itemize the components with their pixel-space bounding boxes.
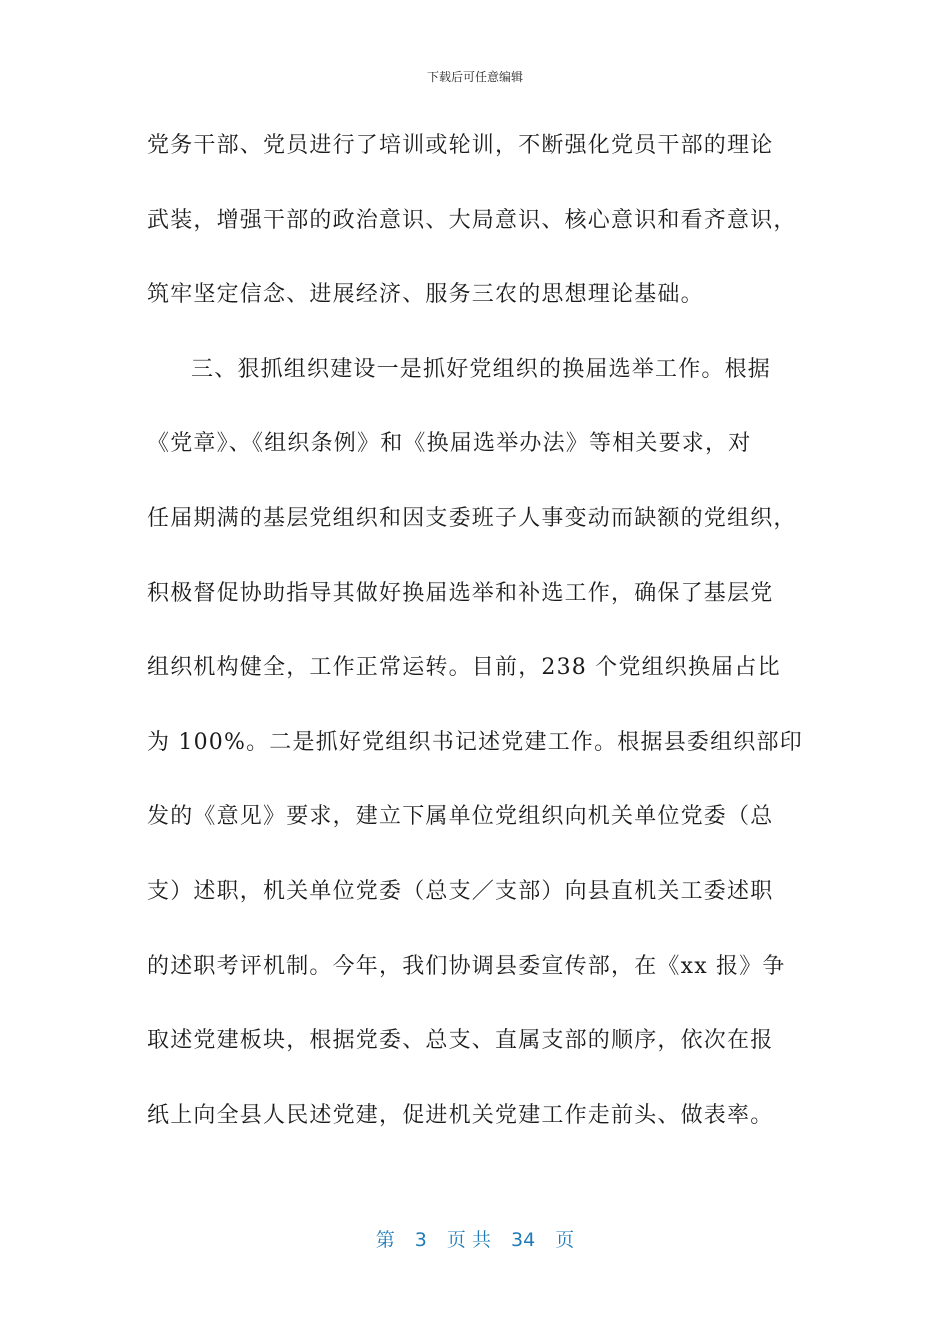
text-line: 为 100%。二是抓好党组织书记述党建工作。根据县委组织部印: [147, 729, 803, 755]
footer-prefix: 第: [375, 1229, 395, 1251]
text-line: 筑牢坚定信念、进展经济、服务三农的思想理论基础。: [147, 282, 704, 308]
text-line: 组织机构健全，工作正常运转。目前，238 个党组织换届占比: [147, 655, 781, 681]
text-line: 纸上向全县人民述党建，促进机关党建工作走前头、做表率。: [147, 1102, 774, 1128]
document-body: [147, 120, 807, 1164]
page-header: 下载后可任意编辑: [426, 70, 523, 84]
text-line: 积极督促协助指导其做好换届选举和补选工作，确保了基层党: [147, 580, 774, 606]
text-line: 取述党建板块，根据党委、总支、直属支部的顺序，依次在报: [147, 1028, 774, 1054]
text-line: 支）述职，机关单位党委（总支／支部）向县直机关工委述职: [147, 878, 774, 904]
text-line: 的述职考评机制。今年，我们协调县委宣传部，在《xx 报》争: [147, 953, 786, 979]
text-line: 《党章》、《组织条例》和《换届选举办法》等相关要求，对: [147, 431, 752, 457]
text-line: 发的《意见》要求，建立下属单位党组织向机关单位党委（总: [147, 804, 774, 830]
text-line: 任届期满的基层党组织和因支委班子人事变动而缺额的党组织，: [147, 505, 797, 531]
total-pages-number: 34: [511, 1229, 536, 1251]
text-line: 党务干部、党员进行了培训或轮训，不断强化党员干部的理论: [147, 133, 774, 158]
page-number-footer: [0, 1225, 950, 1252]
paragraph-start-line: 三、狠抓组织建设一是抓好党组织的换届选举工作。根据: [191, 356, 772, 382]
footer-middle: 页 共: [446, 1229, 491, 1251]
current-page-number: 3: [414, 1229, 427, 1251]
footer-suffix: 页: [555, 1229, 575, 1251]
text-line: 武装，增强干部的政治意识、大局意识、核心意识和看齐意识，: [147, 207, 797, 233]
